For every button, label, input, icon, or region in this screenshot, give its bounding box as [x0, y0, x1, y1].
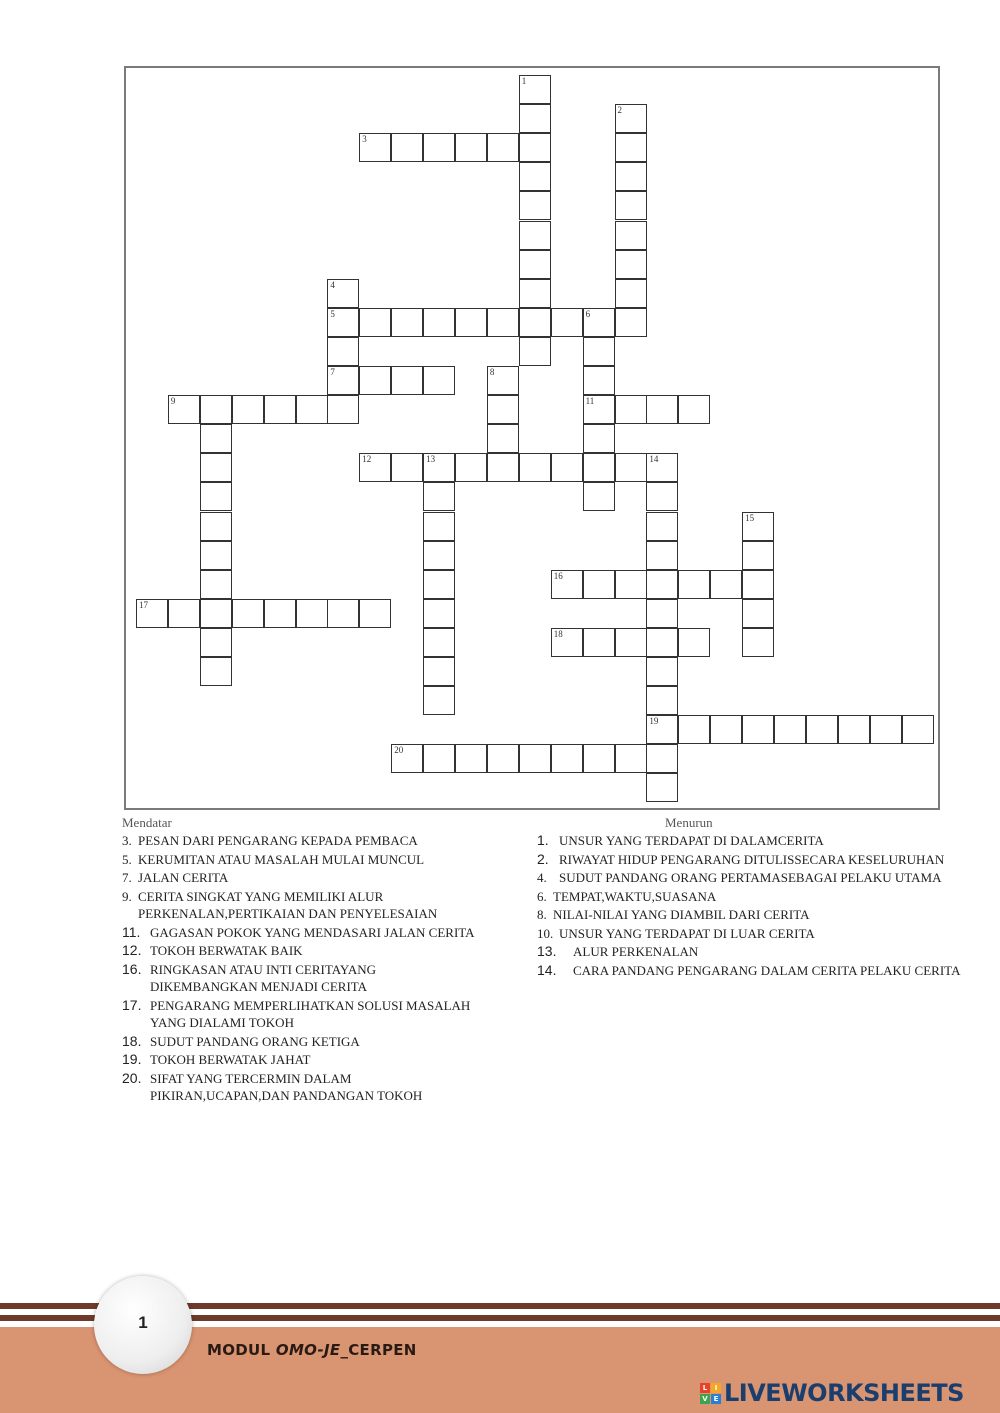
clue-number: 17.	[122, 996, 142, 1013]
cell-number: 13	[426, 454, 436, 465]
crossword-cell[interactable]	[519, 104, 551, 133]
cell-number: 7	[330, 367, 335, 377]
crossword-cell[interactable]	[359, 599, 391, 628]
clue-item	[122, 924, 482, 942]
crossword-cell[interactable]	[264, 395, 296, 424]
crossword-cell[interactable]	[455, 453, 487, 482]
crossword-cell[interactable]	[296, 599, 328, 628]
crossword-cell[interactable]	[327, 366, 359, 395]
crossword-cell[interactable]	[678, 395, 710, 424]
crossword-cell[interactable]	[264, 599, 296, 628]
crossword-cell[interactable]	[200, 512, 232, 541]
clue-item	[537, 925, 967, 943]
clue-number: 11.	[122, 923, 141, 940]
clue-text: CARA PANDANG PENGARANG DALAM CERITA PELAKU CERITA	[573, 962, 961, 978]
clue-number: 12.	[122, 942, 142, 958]
page-number: 1	[138, 1313, 148, 1332]
clue-number: 19.	[122, 1051, 142, 1067]
crossword-cell[interactable]	[423, 366, 455, 395]
down-clue-list	[537, 832, 967, 980]
clue-item	[122, 832, 482, 850]
clue-text: ALUR PERKENALAN	[573, 944, 699, 959]
crossword-cell[interactable]	[423, 686, 455, 715]
crossword-cell[interactable]	[487, 395, 519, 424]
crossword-cell[interactable]	[646, 482, 678, 511]
clue-text: RINGKASAN ATAU INTI CERITAYANG DIKEMBANGKAN MENJADI CERITA	[150, 961, 377, 994]
clue-number: 6.	[537, 888, 547, 904]
crossword-cell[interactable]	[391, 308, 423, 337]
crossword-cell[interactable]	[646, 599, 678, 628]
crossword-cell[interactable]	[200, 628, 232, 657]
clue-text: GAGASAN POKOK YANG MENDASARI JALAN CERITA	[150, 924, 475, 940]
across-heading: Mendatar	[122, 815, 172, 830]
clue-item	[537, 962, 967, 980]
crossword-cell[interactable]	[646, 570, 678, 599]
crossword-cell[interactable]	[519, 133, 551, 162]
crossword-cell[interactable]	[838, 715, 870, 744]
clue-number: 9.	[122, 888, 132, 904]
crossword-cell[interactable]	[487, 453, 519, 482]
crossword-cell[interactable]	[391, 133, 423, 162]
crossword-cell[interactable]	[423, 541, 455, 570]
cell-number: 20	[394, 745, 404, 756]
crossword-cell[interactable]	[200, 482, 232, 511]
crossword-cell[interactable]	[710, 715, 742, 744]
crossword-cell[interactable]	[327, 395, 359, 424]
crossword-cell[interactable]	[615, 453, 647, 482]
cell-number: 2	[617, 105, 622, 116]
crossword-cell[interactable]	[487, 308, 519, 337]
crossword-cell[interactable]	[519, 75, 551, 104]
crossword-cell[interactable]	[168, 599, 200, 628]
crossword-cell[interactable]	[583, 337, 615, 366]
crossword-cell[interactable]	[200, 570, 232, 599]
clue-text: UNSUR YANG TERDAPAT DI LUAR CERITA	[559, 925, 815, 941]
crossword-cell[interactable]	[327, 308, 359, 337]
crossword-cell[interactable]	[359, 366, 391, 395]
crossword-cell[interactable]	[551, 308, 583, 337]
clue-number: 16.	[122, 960, 142, 977]
clue-item	[122, 888, 482, 923]
crossword-cell[interactable]	[646, 657, 678, 686]
cell-number: 12	[362, 454, 372, 465]
clue-number: 8.	[537, 907, 547, 922]
crossword-cell[interactable]	[646, 541, 678, 570]
crossword-cell[interactable]	[742, 570, 774, 599]
crossword-cell[interactable]	[423, 512, 455, 541]
crossword-cell[interactable]	[710, 570, 742, 599]
crossword-cell[interactable]	[615, 191, 647, 220]
crossword-cell[interactable]	[615, 570, 647, 599]
clue-number: 20.	[122, 1069, 142, 1086]
clue-text: KERUMITAN ATAU MASALAH MULAI MUNCUL	[138, 851, 425, 867]
crossword-cell[interactable]	[615, 133, 647, 162]
module-title	[207, 1341, 417, 1359]
clue-item	[537, 869, 967, 887]
clue-number: 14.	[537, 961, 557, 978]
module-title-prefix: MODUL	[207, 1341, 276, 1359]
crossword-cell[interactable]	[583, 453, 615, 482]
crossword-cell[interactable]	[519, 250, 551, 279]
cell-number: 15	[745, 512, 755, 523]
crossword-cell[interactable]	[519, 744, 551, 773]
liveworksheets-logo[interactable]	[700, 1378, 964, 1408]
crossword-cell[interactable]	[391, 744, 423, 773]
crossword-cell[interactable]	[327, 337, 359, 366]
cell-number: 17	[139, 599, 148, 610]
clue-number: 10.	[537, 925, 554, 941]
crossword-cell[interactable]	[551, 628, 583, 657]
crossword-cell[interactable]	[646, 715, 678, 744]
clue-number: 7.	[122, 870, 132, 885]
crossword-cell[interactable]	[423, 657, 455, 686]
cell-number: 1	[521, 76, 527, 86]
crossword-cell[interactable]	[487, 366, 519, 395]
clue-text: SUDUT PANDANG ORANG KETIGA	[150, 1033, 360, 1049]
crossword-cell[interactable]	[455, 308, 487, 337]
liveworksheets-logo-icon	[700, 1383, 721, 1404]
clue-item	[122, 1033, 482, 1051]
module-title-italic: OMO-JE	[275, 1341, 341, 1359]
crossword-cell[interactable]	[423, 570, 455, 599]
crossword-cell[interactable]	[646, 744, 678, 773]
crossword-cell[interactable]	[423, 628, 455, 657]
crossword-cell[interactable]	[455, 133, 487, 162]
crossword-cell[interactable]	[136, 599, 168, 628]
crossword-cell[interactable]	[296, 395, 328, 424]
clue-text: NILAI-NILAI YANG DIAMBIL DARI CERITA	[553, 907, 810, 922]
clue-text: PESAN DARI PENGARANG KEPADA PEMBACA	[138, 833, 418, 848]
crossword-cell[interactable]	[200, 599, 232, 628]
clue-text: TEMPAT,WAKTU,SUASANA	[553, 888, 717, 904]
cell-number: 9	[170, 396, 176, 407]
crossword-cell[interactable]	[200, 424, 232, 453]
crossword-cell[interactable]	[519, 337, 551, 366]
logo-letter: L	[700, 1383, 710, 1393]
cell-number: 14	[649, 454, 659, 465]
crossword-cell[interactable]	[232, 599, 264, 628]
crossword-cell[interactable]	[519, 308, 551, 337]
crossword-cell[interactable]	[359, 133, 391, 162]
clue-text: RIWAYAT HIDUP PENGARANG DITULISSECARA KESELURUHAN	[559, 851, 945, 867]
crossword-cell[interactable]	[519, 279, 551, 308]
clue-number: 2.	[537, 850, 549, 867]
clue-number: 3.	[122, 833, 132, 848]
cell-number: 16	[553, 570, 563, 581]
crossword-cell[interactable]	[615, 250, 647, 279]
crossword-cell[interactable]	[391, 453, 423, 482]
crossword-cell[interactable]	[806, 715, 838, 744]
crossword-cell[interactable]	[678, 628, 710, 657]
crossword-cell[interactable]	[742, 541, 774, 570]
crossword-cell[interactable]	[200, 453, 232, 482]
crossword-cell[interactable]	[423, 482, 455, 511]
clue-item	[122, 997, 482, 1032]
crossword-cell[interactable]	[583, 308, 615, 337]
crossword-cell[interactable]	[487, 133, 519, 162]
crossword-cell[interactable]	[646, 453, 678, 482]
crossword-cell[interactable]	[519, 453, 551, 482]
crossword-cell[interactable]	[359, 308, 391, 337]
crossword-cell[interactable]	[327, 279, 359, 308]
crossword-cell[interactable]	[168, 395, 200, 424]
logo-letter: E	[711, 1394, 721, 1404]
cell-number: 19	[649, 716, 659, 727]
crossword-cell[interactable]	[583, 395, 615, 424]
logo-letter: V	[700, 1394, 710, 1404]
crossword-cell[interactable]	[615, 279, 647, 308]
clue-number: 5.	[122, 851, 132, 867]
crossword-cell[interactable]	[742, 715, 774, 744]
clue-item	[537, 832, 967, 850]
crossword-cell[interactable]	[200, 657, 232, 686]
crossword-cell[interactable]	[583, 570, 615, 599]
clue-item	[537, 943, 967, 961]
clue-number: 4.	[537, 870, 547, 885]
clue-item	[537, 906, 967, 924]
crossword-cell[interactable]	[615, 221, 647, 250]
crossword-cell[interactable]	[200, 395, 232, 424]
crossword-cell[interactable]	[200, 541, 232, 570]
clue-item	[122, 869, 482, 887]
crossword-cell[interactable]	[742, 599, 774, 628]
clue-text: SIFAT YANG TERCERMIN DALAM PIKIRAN,UCAPAN,DAN PANDANGAN TOKOH	[150, 1070, 423, 1103]
crossword-cell[interactable]	[551, 744, 583, 773]
crossword-cell[interactable]	[615, 104, 647, 133]
cell-number: 8	[489, 367, 495, 377]
crossword-cell[interactable]	[519, 221, 551, 250]
crossword-cell[interactable]	[615, 308, 647, 337]
crossword-cell[interactable]	[391, 366, 423, 395]
crossword-cell[interactable]	[327, 599, 359, 628]
clue-item	[537, 851, 967, 869]
crossword-cell[interactable]	[519, 191, 551, 220]
crossword-cell[interactable]	[646, 773, 678, 802]
crossword-cell[interactable]	[678, 570, 710, 599]
liveworksheets-logo-text: LIVEWORKSHEETS	[724, 1379, 964, 1407]
crossword-cell[interactable]	[742, 628, 774, 657]
clue-text: TOKOH BERWATAK JAHAT	[150, 1052, 311, 1067]
crossword-cell[interactable]	[583, 366, 615, 395]
clue-item	[122, 851, 482, 869]
crossword-cell[interactable]	[519, 162, 551, 191]
crossword-cell[interactable]	[646, 686, 678, 715]
down-heading: Menurun	[665, 815, 713, 830]
clue-item	[122, 942, 482, 960]
crossword-cell[interactable]	[551, 570, 583, 599]
crossword-cell[interactable]	[678, 715, 710, 744]
crossword-cell[interactable]	[423, 453, 455, 482]
clue-number: 13.	[537, 943, 557, 959]
clue-text: PENGARANG MEMPERLIHATKAN SOLUSI MASALAH YANG DIALAMI TOKOH	[150, 997, 471, 1030]
clue-text: JALAN CERITA	[138, 870, 229, 885]
cell-number: 6	[585, 308, 591, 319]
logo-letter: I	[711, 1383, 721, 1393]
clue-item	[122, 1070, 482, 1105]
cell-number: 4	[330, 279, 335, 290]
clue-item	[122, 961, 482, 996]
crossword-cell[interactable]	[455, 744, 487, 773]
clue-number: 1.	[537, 832, 549, 848]
crossword-cell[interactable]	[615, 162, 647, 191]
crossword-cell[interactable]	[774, 715, 806, 744]
clue-text: UNSUR YANG TERDAPAT DI DALAMCERITA	[559, 833, 824, 848]
crossword-cell[interactable]	[487, 424, 519, 453]
crossword-cell[interactable]	[359, 453, 391, 482]
crossword-cell[interactable]	[615, 395, 647, 424]
crossword-cell[interactable]	[423, 744, 455, 773]
crossword-cell[interactable]	[646, 628, 678, 657]
cell-number: 11	[585, 396, 595, 407]
crossword-cell[interactable]	[646, 512, 678, 541]
crossword-cell[interactable]	[423, 599, 455, 628]
crossword-cell[interactable]	[902, 715, 934, 744]
crossword-cell[interactable]	[742, 512, 774, 541]
crossword-cell[interactable]	[646, 395, 678, 424]
crossword-cell[interactable]	[583, 744, 615, 773]
clue-item	[122, 1051, 482, 1069]
cell-number: 3	[362, 134, 367, 145]
across-clue-list	[122, 832, 482, 1106]
crossword-cell[interactable]	[232, 395, 264, 424]
crossword-cell[interactable]	[615, 744, 647, 773]
cell-number: 18	[553, 628, 563, 639]
crossword-cell[interactable]	[870, 715, 902, 744]
clue-text: SUDUT PANDANG ORANG PERTAMASEBAGAI PELAKU UTAMA	[559, 870, 942, 885]
crossword-cell[interactable]	[551, 453, 583, 482]
crossword-cell[interactable]	[583, 628, 615, 657]
clue-text: TOKOH BERWATAK BAIK	[150, 943, 303, 958]
module-title-suffix: _CERPEN	[340, 1341, 417, 1359]
crossword-cell[interactable]	[615, 628, 647, 657]
clue-item	[537, 888, 967, 906]
cell-number: 5	[330, 308, 335, 319]
crossword-cell[interactable]	[583, 482, 615, 511]
clue-text: CERITA SINGKAT YANG MEMILIKI ALUR PERKENALAN,PERTIKAIAN DAN PENYELESAIAN	[138, 888, 438, 921]
crossword-cell[interactable]	[423, 133, 455, 162]
clue-number: 18.	[122, 1032, 142, 1049]
crossword-cell[interactable]	[423, 308, 455, 337]
crossword-cell[interactable]	[487, 744, 519, 773]
crossword-cell[interactable]	[583, 424, 615, 453]
